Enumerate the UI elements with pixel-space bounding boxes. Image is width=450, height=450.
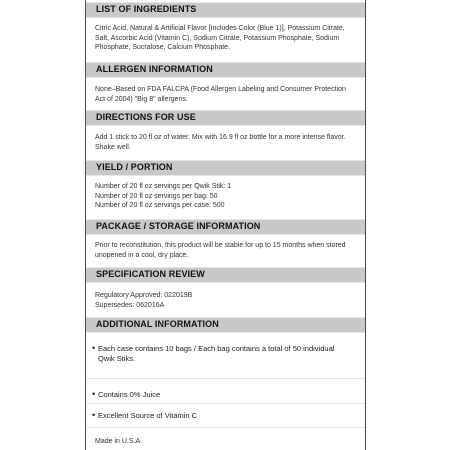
- list-item-line: Contains 0% Juice: [98, 390, 161, 399]
- bullet-icon: •: [92, 343, 96, 353]
- list-item: [92, 411, 357, 421]
- list-item-line: Each case contains 10 bags / Each bag contains a total of 50 individual: [98, 344, 335, 353]
- bullet-icon: •: [92, 410, 96, 420]
- specification-line: Supersedes: 062016A: [95, 301, 165, 309]
- specification-line: Regulatory Approved: 022019B: [95, 292, 193, 299]
- allergen-text: [95, 85, 357, 104]
- yield-line: Number of 20 fl oz servings per Qwik Stik: 1: [95, 183, 232, 190]
- ingredients-title: LIST OF INGREDIENTS: [96, 4, 197, 14]
- list-item-text: [98, 344, 357, 363]
- list-item-text: [98, 411, 357, 421]
- yield-text: [95, 182, 357, 211]
- additional-title: ADDITIONAL INFORMATION: [96, 319, 219, 329]
- specification-title: SPECIFICATION REVIEW: [96, 269, 205, 279]
- ingredients-line: Phosphate, Sucralose, Calcium Phosphate.: [95, 44, 231, 51]
- directions-header: [86, 110, 365, 126]
- allergen-title: ALLERGEN INFORMATION: [96, 64, 213, 74]
- storage-line: unopened in a cool, dry place.: [95, 251, 189, 259]
- directions-text: [95, 133, 357, 152]
- list-item-line: Excellent Source of Vitamin C: [98, 411, 198, 420]
- storage-title: PACKAGE / STORAGE INFORMATION: [96, 221, 261, 231]
- divider: [86, 378, 365, 379]
- made-in-text: Made in U.S.A.: [95, 438, 143, 445]
- additional-header: [86, 317, 365, 333]
- yield-line: Number of 20 fl oz servings per case: 500: [95, 202, 225, 209]
- yield-header: [86, 160, 365, 176]
- divider: [86, 427, 365, 428]
- specification-header: [86, 267, 365, 283]
- list-item: [92, 390, 357, 400]
- directions-title: DIRECTIONS FOR USE: [96, 112, 196, 122]
- list-item-line: Qwik Stiks.: [98, 353, 136, 363]
- yield-title: YIELD / PORTION: [96, 162, 173, 172]
- ingredients-text: [95, 24, 357, 53]
- list-item: [92, 344, 357, 366]
- ingredients-header: [86, 2, 365, 18]
- bullet-icon: •: [92, 389, 96, 399]
- allergen-line: None–Based on FDA FALCPA (Food Allergen Labeling and Consumer Protection: [95, 86, 346, 93]
- ingredients-line: Citric Acid, Natural & Artificial Flavor [Includes Color (Blue 1)], Potassium Citrate,: [95, 25, 345, 32]
- specification-text: [95, 291, 357, 310]
- ingredients-line: Salt, Ascorbic Acid (Vitamin C), Sodium Citrate, Potassium Phosphate, Sodium: [95, 34, 340, 42]
- directions-line: Add 1 stick to 20 fl oz of water. Mix with 16.9 fl oz bottle for a more intense flavor.: [95, 134, 346, 141]
- allergen-line: Act of 2004) "Big 8" allergens.: [95, 95, 188, 103]
- storage-line: Prior to reconstitution, this product will be stable for up to 15 months when stored: [95, 242, 346, 249]
- storage-text: [95, 241, 357, 260]
- yield-line: Number of 20 fl oz servings per bag: 50: [95, 192, 218, 200]
- divider: [86, 403, 365, 404]
- allergen-header: [86, 62, 365, 78]
- list-item-text: [98, 390, 357, 400]
- storage-header: [86, 219, 365, 235]
- directions-line: Shake well.: [95, 143, 131, 151]
- product-spec-sheet: [85, 0, 366, 450]
